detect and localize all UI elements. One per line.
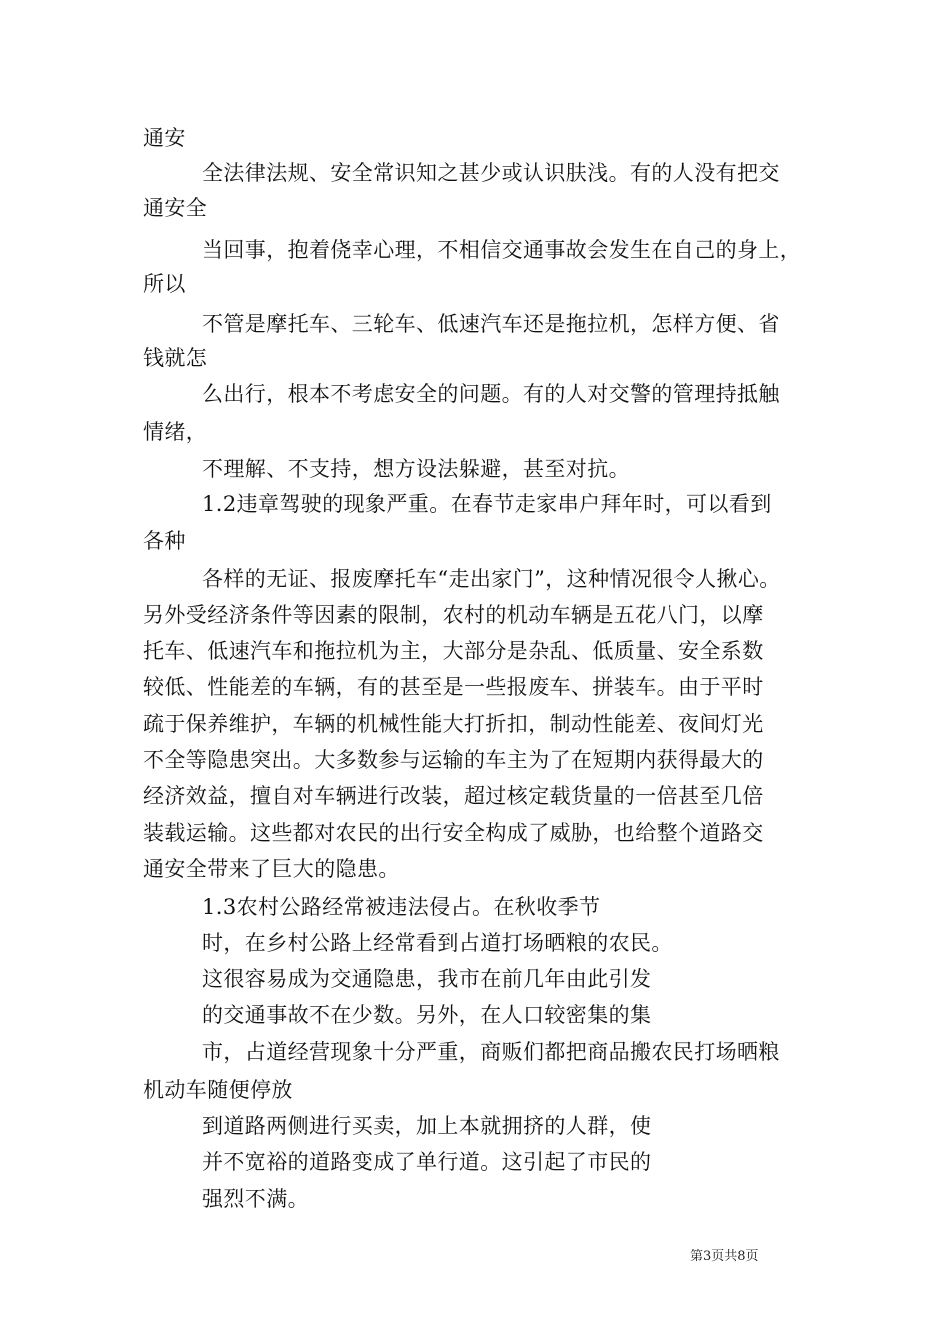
text-line: 当回事，抱着侥幸心理，不相信交通事故会发生在自己的身上， — [202, 238, 802, 262]
text-line: 不全等隐患突出。大多数参与运输的车主为了在短期内获得最大的 — [143, 748, 764, 772]
text-line: 强烈不满。 — [202, 1187, 309, 1211]
text-line: 机动车随便停放 — [143, 1078, 293, 1102]
text-line: 不管是摩托车、三轮车、低速汽车还是拖拉机，怎样方便、省 — [202, 312, 780, 336]
text-line: 时，在乡村公路上经常看到占道打场晒粮的农民。 — [202, 931, 673, 955]
text-line: 较低、性能差的车辆，有的甚至是一些报废车、拼装车。由于平时 — [143, 675, 764, 699]
text-line: 1.3农村公路经常被违法侵占。在秋收季节 — [202, 895, 601, 919]
text-line: 装载运输。这些都对农民的出行安全构成了威胁，也给整个道路交 — [143, 821, 764, 845]
text-line: 1.2违章驾驶的现象严重。在春节走家串户拜年时，可以看到 — [202, 492, 772, 516]
text-line: 疏于保养维护，车辆的机械性能大打折扣，制动性能差、夜间灯光 — [143, 712, 764, 736]
text-line: 的交通事故不在少数。另外，在人口较密集的集 — [202, 1003, 652, 1027]
text-line: 托车、低速汽车和拖拉机为主，大部分是杂乱、低质量、安全系数 — [143, 639, 764, 663]
text-line: 所以 — [143, 272, 186, 296]
text-line: 到道路两侧进行买卖，加上本就拥挤的人群，使 — [202, 1114, 652, 1138]
text-line: 经济效益，擅自对车辆进行改装，超过核定载货量的一倍甚至几倍 — [143, 784, 764, 808]
text-line: 全法律法规、安全常识知之甚少或认识肤浅。有的人没有把交 — [202, 161, 780, 185]
text-line: 么出行，根本不考虑安全的问题。有的人对交警的管理持抵触 — [202, 382, 780, 406]
text-line: 另外受经济条件等因素的限制，农村的机动车辆是五花八门，以摩 — [143, 603, 764, 627]
text-line: 各样的无证、报废摩托车“走出家门”，这种情况很令人揪心。 — [202, 567, 781, 591]
text-line: 通安全带来了巨大的隐患。 — [143, 857, 400, 881]
text-line: 通安 — [143, 126, 186, 150]
text-line: 市，占道经营现象十分严重，商贩们都把商品搬农民打场晒粮 — [202, 1040, 780, 1064]
text-line: 情绪， — [143, 420, 208, 444]
text-line: 各种 — [143, 529, 186, 553]
text-line: 这很容易成为交通隐患，我市在前几年由此引发 — [202, 967, 652, 991]
text-line: 不理解、不支持，想方设法躲避，甚至对抗。 — [202, 457, 630, 481]
text-line: 通安全 — [143, 196, 208, 220]
text-line: 并不宽裕的道路变成了单行道。这引起了市民的 — [202, 1150, 652, 1174]
page-number: 第3页共8页 — [690, 1249, 759, 1264]
text-line: 钱就怎 — [143, 346, 208, 370]
